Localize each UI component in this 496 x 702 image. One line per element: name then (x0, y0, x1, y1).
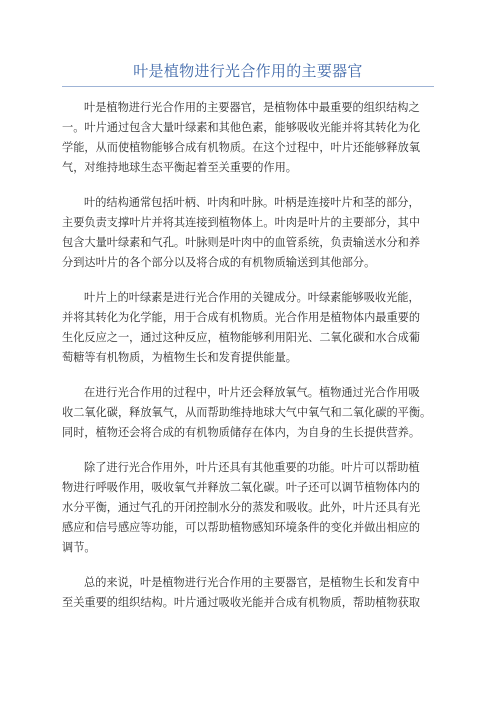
paragraph-line: 调节。 (62, 541, 96, 554)
paragraph-line: 萄糖等有机物质，为植物生长和发育提供能量。 (62, 351, 297, 364)
paragraph-line: 叶的结构通常包括叶柄、叶肉和叶脉。叶柄是连接叶片和茎的部分， (84, 196, 420, 209)
paragraph-1 (62, 98, 434, 178)
paragraph-line: 除了进行光合作用外，叶片还具有其他重要的功能。叶片可以帮助植 (84, 461, 420, 474)
paragraph-line: 气，对维持地球生态平衡起着至关重要的作用。 (62, 161, 297, 174)
paragraph-line: 包含大量叶绿素和气孔。叶脉则是叶肉中的血管系统，负责输送水分和养 (62, 236, 421, 249)
title-underline (62, 86, 434, 87)
paragraph-3 (62, 288, 434, 368)
paragraph-line: 收二氧化碳，释放氧气，从而帮助维持地球大气中氧气和二氧化碳的平衡。 (62, 406, 432, 419)
paragraph-line: 物进行呼吸作用，吸收氧气并释放二氧化碳。叶子还可以调节植物体内的 (62, 481, 421, 494)
paragraph-6 (62, 573, 434, 613)
paragraph-5 (62, 458, 434, 558)
paragraph-line: 叶是植物进行光合作用的主要器官，是植物体中最重要的组织结构之 (84, 101, 420, 114)
paragraph-line: 感应和信号感应等功能，可以帮助植物感知环境条件的变化并做出相应的 (62, 521, 421, 534)
paragraph-line: 水分平衡，通过气孔的开闭控制水分的蒸发和吸收。此外，叶片还具有光 (62, 501, 421, 514)
paragraph-line: 学能，从而使植物能够合成有机物质。在这个过程中，叶片还能够释放氧 (62, 141, 421, 154)
paragraph-line: 生化反应之一，通过这种反应，植物能够利用阳光、二氧化碳和水合成葡 (62, 331, 421, 344)
paragraph-4 (62, 383, 434, 443)
paragraph-line: 总的来说，叶是植物进行光合作用的主要器官，是植物生长和发育中 (84, 576, 420, 589)
paragraph-line: 一。叶片通过包含大量叶绿素和其他色素，能够吸收光能并将其转化为化 (62, 121, 421, 134)
paragraph-line: 主要负责支撑叶片并将其连接到植物体上。叶肉是叶片的主要部分，其中 (62, 216, 421, 229)
paragraph-line: 叶片上的叶绿素是进行光合作用的关键成分。叶绿素能够吸收光能， (84, 291, 420, 304)
paragraph-line: 至关重要的组织结构。叶片通过吸收光能并合成有机物质，帮助植物获取 (62, 596, 421, 609)
document-title: 叶是植物进行光合作用的主要器官 (133, 62, 363, 80)
paragraph-line: 分到达叶片的各个部分以及将合成的有机物质输送到其他部分。 (62, 256, 376, 269)
paragraph-line: 同时，植物还会将合成的有机物质储存在体内，为自身的生长提供营养。 (62, 426, 421, 439)
paragraph-2 (62, 193, 434, 273)
paragraph-line: 并将其转化为化学能，用于合成有机物质。光合作用是植物体内最重要的 (62, 311, 421, 324)
paragraph-line: 在进行光合作用的过程中，叶片还会释放氧气。植物通过光合作用吸 (84, 386, 420, 399)
